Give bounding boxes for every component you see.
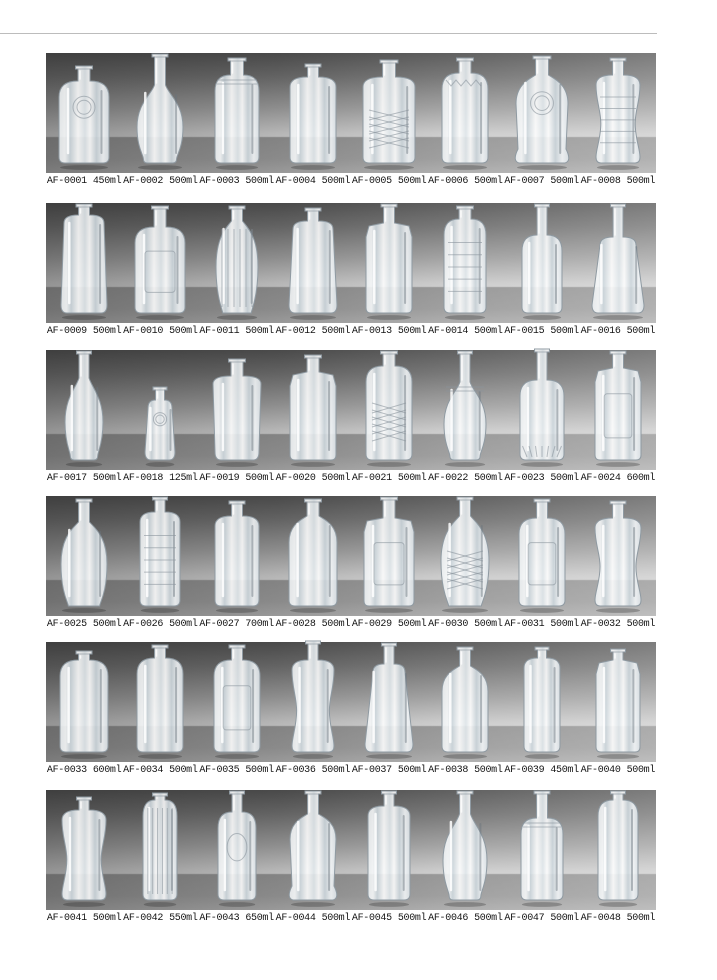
bottle-code: AF-0002 [123, 176, 164, 187]
bottle-volume: 500ml [92, 913, 122, 924]
bottle-photo-cell [122, 642, 198, 762]
bottle-label [122, 619, 198, 630]
bottle-code: AF-0020 [275, 473, 316, 484]
bottle-label [199, 765, 275, 776]
bottle-label [275, 473, 351, 484]
bottle-label [351, 765, 427, 776]
bottle-photo-cell [351, 203, 427, 323]
bottle-photo-cell [275, 790, 351, 910]
bottle-code: AF-0018 [123, 473, 164, 484]
bottle-label-row [46, 473, 656, 484]
bottle-volume: 550ml [169, 913, 198, 924]
bottle-label [427, 326, 503, 337]
bottle-illustration [139, 386, 181, 468]
bottle-code: AF-0011 [199, 326, 240, 337]
bottle-volume: 500ml [169, 326, 198, 337]
bottle-illustration [436, 57, 494, 171]
bottle-photo-cell [351, 496, 427, 616]
bottle-label [275, 619, 351, 630]
bottle-illustration [55, 498, 113, 614]
bottle-label [122, 913, 198, 924]
bottle-code: AF-0036 [275, 765, 316, 776]
bottle-code: AF-0026 [123, 619, 164, 630]
bottle-illustration [590, 57, 646, 171]
bottle-photo-cell [199, 203, 275, 323]
bottle-photo-cell [580, 53, 656, 173]
bottle-volume: 500ml [550, 326, 579, 337]
bottle-illustration [513, 498, 571, 614]
catalog-row [46, 496, 656, 630]
bottle-code: AF-0048 [580, 913, 621, 924]
bottle-illustration [515, 790, 569, 908]
bottle-code: AF-0035 [199, 765, 240, 776]
bottle-photo-cell [351, 53, 427, 173]
bottle-illustration [55, 203, 113, 321]
bottle-volume: 500ml [321, 619, 351, 630]
bottle-code: AF-0033 [46, 765, 87, 776]
bottle-label [275, 765, 351, 776]
bottle-label [351, 913, 427, 924]
bottle-illustration [283, 207, 343, 321]
bottle-volume: 500ml [245, 473, 274, 484]
bottle-label [199, 326, 275, 337]
bottle-volume: 600ml [626, 473, 656, 484]
bottle-label-row [46, 913, 656, 924]
bottle-illustration [137, 792, 183, 908]
bottle-volume: 500ml [626, 326, 656, 337]
bottle-code: AF-0038 [428, 765, 469, 776]
bottle-code: AF-0016 [580, 326, 621, 337]
bottle-illustration [210, 205, 264, 321]
bottle-photo-cell [122, 350, 198, 470]
bottle-illustration [589, 350, 647, 468]
bottle-illustration [209, 358, 265, 468]
bottle-code: AF-0023 [504, 473, 545, 484]
bottle-illustration [358, 496, 420, 614]
bottle-code: AF-0039 [504, 765, 545, 776]
bottle-illustration [357, 59, 421, 171]
bottle-photo-cell [580, 496, 656, 616]
bottle-code: AF-0032 [580, 619, 621, 630]
bottle-code: AF-0009 [46, 326, 87, 337]
bottle-label [504, 473, 580, 484]
bottle-volume: 500ml [321, 473, 351, 484]
bottle-illustration [586, 203, 650, 321]
bottle-label [427, 473, 503, 484]
bottle-illustration [284, 790, 342, 908]
bottle-volume: 500ml [474, 913, 503, 924]
bottle-photo-cell [427, 350, 503, 470]
bottle-label [504, 765, 580, 776]
bottle-code: AF-0029 [351, 619, 392, 630]
bottle-volume: 500ml [245, 176, 274, 187]
bottle-row-strip [46, 642, 656, 762]
bottle-label [580, 913, 656, 924]
bottle-label [199, 619, 275, 630]
bottle-photo-cell [46, 790, 122, 910]
bottle-code: AF-0042 [123, 913, 164, 924]
bottle-volume: 500ml [474, 765, 503, 776]
bottle-photo-cell [580, 642, 656, 762]
bottle-illustration [53, 65, 115, 171]
bottle-label-row [46, 176, 656, 187]
bottle-label [580, 619, 656, 630]
bottle-label [122, 176, 198, 187]
bottle-code: AF-0021 [351, 473, 392, 484]
bottle-photo-cell [46, 496, 122, 616]
bottle-code: AF-0034 [123, 765, 164, 776]
bottle-photo-cell [275, 53, 351, 173]
bottle-volume: 500ml [169, 765, 198, 776]
bottle-label [504, 176, 580, 187]
bottle-photo-cell [427, 642, 503, 762]
bottle-label [46, 473, 122, 484]
bottle-code: AF-0007 [504, 176, 545, 187]
bottle-volume: 500ml [626, 619, 656, 630]
catalog-row [46, 350, 656, 484]
bottle-label [46, 326, 122, 337]
catalog-row [46, 203, 656, 337]
bottle-label [427, 913, 503, 924]
bottle-code: AF-0003 [199, 176, 240, 187]
bottle-label [122, 765, 198, 776]
bottle-label-row [46, 619, 656, 630]
bottle-photo-cell [122, 53, 198, 173]
bottle-volume: 500ml [169, 619, 198, 630]
bottle-illustration [362, 790, 416, 908]
bottle-code: AF-0024 [580, 473, 621, 484]
bottle-illustration [131, 644, 189, 760]
bottle-volume: 500ml [397, 913, 427, 924]
bottle-photo-cell [199, 53, 275, 173]
bottle-photo-cell [504, 642, 580, 762]
bottle-photo-cell [275, 642, 351, 762]
bottle-volume: 500ml [550, 473, 579, 484]
bottle-volume: 500ml [397, 473, 427, 484]
bottle-code: AF-0037 [351, 765, 392, 776]
bottle-volume: 500ml [92, 619, 122, 630]
bottle-label [275, 326, 351, 337]
bottle-illustration [360, 203, 418, 321]
bottle-illustration [212, 790, 262, 908]
bottle-volume: 500ml [626, 765, 656, 776]
bottle-photo-cell [199, 496, 275, 616]
bottle-illustration [134, 496, 186, 614]
bottle-illustration [436, 646, 494, 760]
bottle-illustration [208, 644, 266, 760]
bottle-label [504, 619, 580, 630]
bottle-code: AF-0046 [428, 913, 469, 924]
bottle-code: AF-0047 [504, 913, 545, 924]
bottle-volume: 500ml [397, 619, 427, 630]
bottle-illustration [510, 55, 574, 171]
bottle-code: AF-0004 [275, 176, 316, 187]
bottle-volume: 500ml [550, 619, 579, 630]
bottle-volume: 500ml [169, 176, 198, 187]
bottle-illustration [284, 63, 342, 171]
bottle-photo-cell [504, 790, 580, 910]
bottle-label [427, 176, 503, 187]
bottle-volume: 500ml [626, 176, 656, 187]
bottle-volume: 500ml [321, 765, 351, 776]
bottle-volume: 500ml [397, 765, 427, 776]
bottle-illustration [437, 790, 493, 908]
bottle-photo-cell [504, 350, 580, 470]
bottle-photo-cell [427, 203, 503, 323]
bottle-photo-cell [351, 790, 427, 910]
bottle-photo-cell [427, 496, 503, 616]
bottle-label [351, 619, 427, 630]
bottle-illustration [438, 350, 492, 468]
bottle-code: AF-0031 [504, 619, 545, 630]
bottle-illustration [435, 496, 495, 614]
bottle-volume: 500ml [92, 326, 122, 337]
bottle-label [46, 619, 122, 630]
bottle-row-strip [46, 496, 656, 616]
bottle-volume: 500ml [474, 176, 503, 187]
bottle-photo-cell [122, 790, 198, 910]
bottle-code: AF-0041 [46, 913, 87, 924]
bottle-photo-cell [46, 53, 122, 173]
bottle-label [199, 473, 275, 484]
bottle-label [122, 326, 198, 337]
bottle-code: AF-0040 [580, 765, 621, 776]
bottle-label [46, 176, 122, 187]
bottle-code: AF-0013 [351, 326, 392, 337]
bottle-volume: 500ml [321, 326, 351, 337]
bottle-label [580, 765, 656, 776]
bottle-illustration [589, 500, 647, 614]
bottle-photo-cell [351, 642, 427, 762]
bottle-photo-cell [504, 496, 580, 616]
bottle-illustration [360, 350, 418, 468]
bottle-photo-cell [351, 350, 427, 470]
bottle-label [46, 913, 122, 924]
bottle-label [46, 765, 122, 776]
bottle-illustration [518, 646, 566, 760]
bottle-label [580, 473, 656, 484]
bottle-photo-cell [427, 53, 503, 173]
bottle-code: AF-0030 [428, 619, 469, 630]
bottle-code: AF-0017 [46, 473, 87, 484]
bottle-volume: 500ml [474, 619, 503, 630]
bottle-label [504, 913, 580, 924]
bottle-photo-cell [275, 203, 351, 323]
bottle-volume: 500ml [474, 473, 503, 484]
bottle-label [580, 326, 656, 337]
bottle-photo-cell [46, 642, 122, 762]
bottle-photo-cell [199, 350, 275, 470]
bottle-illustration [359, 642, 419, 760]
bottle-label [580, 176, 656, 187]
bottle-code: AF-0008 [580, 176, 621, 187]
bottle-label [427, 619, 503, 630]
bottle-label [351, 473, 427, 484]
bottle-illustration [54, 650, 114, 760]
top-rule [0, 33, 657, 34]
bottle-code: AF-0022 [428, 473, 469, 484]
bottle-label [351, 176, 427, 187]
bottle-code: AF-0025 [46, 619, 87, 630]
bottle-volume: 500ml [397, 326, 427, 337]
bottle-volume: 500ml [474, 326, 503, 337]
bottle-code: AF-0014 [428, 326, 469, 337]
bottle-volume: 500ml [397, 176, 427, 187]
bottle-volume: 500ml [321, 913, 351, 924]
bottle-illustration [56, 796, 112, 908]
bottle-volume: 450ml [550, 765, 579, 776]
bottle-photo-cell [504, 203, 580, 323]
bottle-photo-cell [275, 350, 351, 470]
bottle-volume: 500ml [245, 326, 274, 337]
bottle-volume: 450ml [92, 176, 122, 187]
bottle-label [504, 326, 580, 337]
bottle-code: AF-0043 [199, 913, 240, 924]
bottle-volume: 500ml [550, 913, 579, 924]
bottle-volume: 700ml [245, 619, 274, 630]
bottle-row-strip [46, 350, 656, 470]
bottle-volume: 500ml [626, 913, 656, 924]
bottle-volume: 500ml [245, 765, 274, 776]
catalog-row [46, 790, 656, 924]
bottle-illustration [59, 350, 109, 468]
bottle-row-strip [46, 790, 656, 910]
bottle-illustration [438, 205, 492, 321]
bottle-volume: 500ml [92, 473, 122, 484]
bottle-photo-cell [580, 350, 656, 470]
bottle-label-row [46, 765, 656, 776]
bottle-illustration [129, 205, 191, 321]
bottle-photo-cell [504, 53, 580, 173]
bottle-photo-cell [580, 203, 656, 323]
bottle-code: AF-0010 [123, 326, 164, 337]
bottle-code: AF-0012 [275, 326, 316, 337]
bottle-row-strip [46, 203, 656, 323]
bottle-illustration [209, 57, 265, 171]
bottle-label [427, 765, 503, 776]
bottle-label [275, 913, 351, 924]
bottle-illustration [516, 203, 568, 321]
bottle-illustration [286, 640, 340, 760]
bottle-code: AF-0045 [351, 913, 392, 924]
bottle-code: AF-0028 [275, 619, 316, 630]
bottle-label-row [46, 326, 656, 337]
bottle-code: AF-0015 [504, 326, 545, 337]
bottle-volume: 500ml [550, 176, 579, 187]
bottle-volume: 500ml [321, 176, 351, 187]
bottle-row-strip [46, 53, 656, 173]
bottle-illustration [131, 53, 189, 171]
bottle-code: AF-0005 [351, 176, 392, 187]
bottle-photo-cell [199, 642, 275, 762]
bottle-illustration [284, 354, 342, 468]
catalog-row [46, 642, 656, 776]
bottle-code: AF-0001 [46, 176, 87, 187]
bottle-illustration [283, 498, 343, 614]
bottle-volume: 600ml [92, 765, 122, 776]
bottle-photo-cell [427, 790, 503, 910]
bottle-code: AF-0019 [199, 473, 240, 484]
bottle-label [199, 913, 275, 924]
bottle-illustration [590, 648, 646, 760]
bottle-volume: 650ml [245, 913, 274, 924]
bottle-photo-cell [122, 203, 198, 323]
bottle-volume: 125ml [169, 473, 198, 484]
bottle-label [199, 176, 275, 187]
bottle-photo-cell [199, 790, 275, 910]
bottle-code: AF-0027 [199, 619, 240, 630]
bottle-photo-cell [122, 496, 198, 616]
bottle-photo-cell [46, 350, 122, 470]
bottle-label [351, 326, 427, 337]
bottle-photo-cell [46, 203, 122, 323]
bottle-illustration [209, 500, 265, 614]
bottle-code: AF-0044 [275, 913, 316, 924]
bottle-illustration [514, 348, 570, 468]
bottle-photo-cell [275, 496, 351, 616]
catalog-row [46, 53, 656, 187]
bottle-label [275, 176, 351, 187]
bottle-illustration [592, 790, 644, 908]
bottle-label [122, 473, 198, 484]
bottle-code: AF-0006 [428, 176, 469, 187]
bottle-photo-cell [580, 790, 656, 910]
